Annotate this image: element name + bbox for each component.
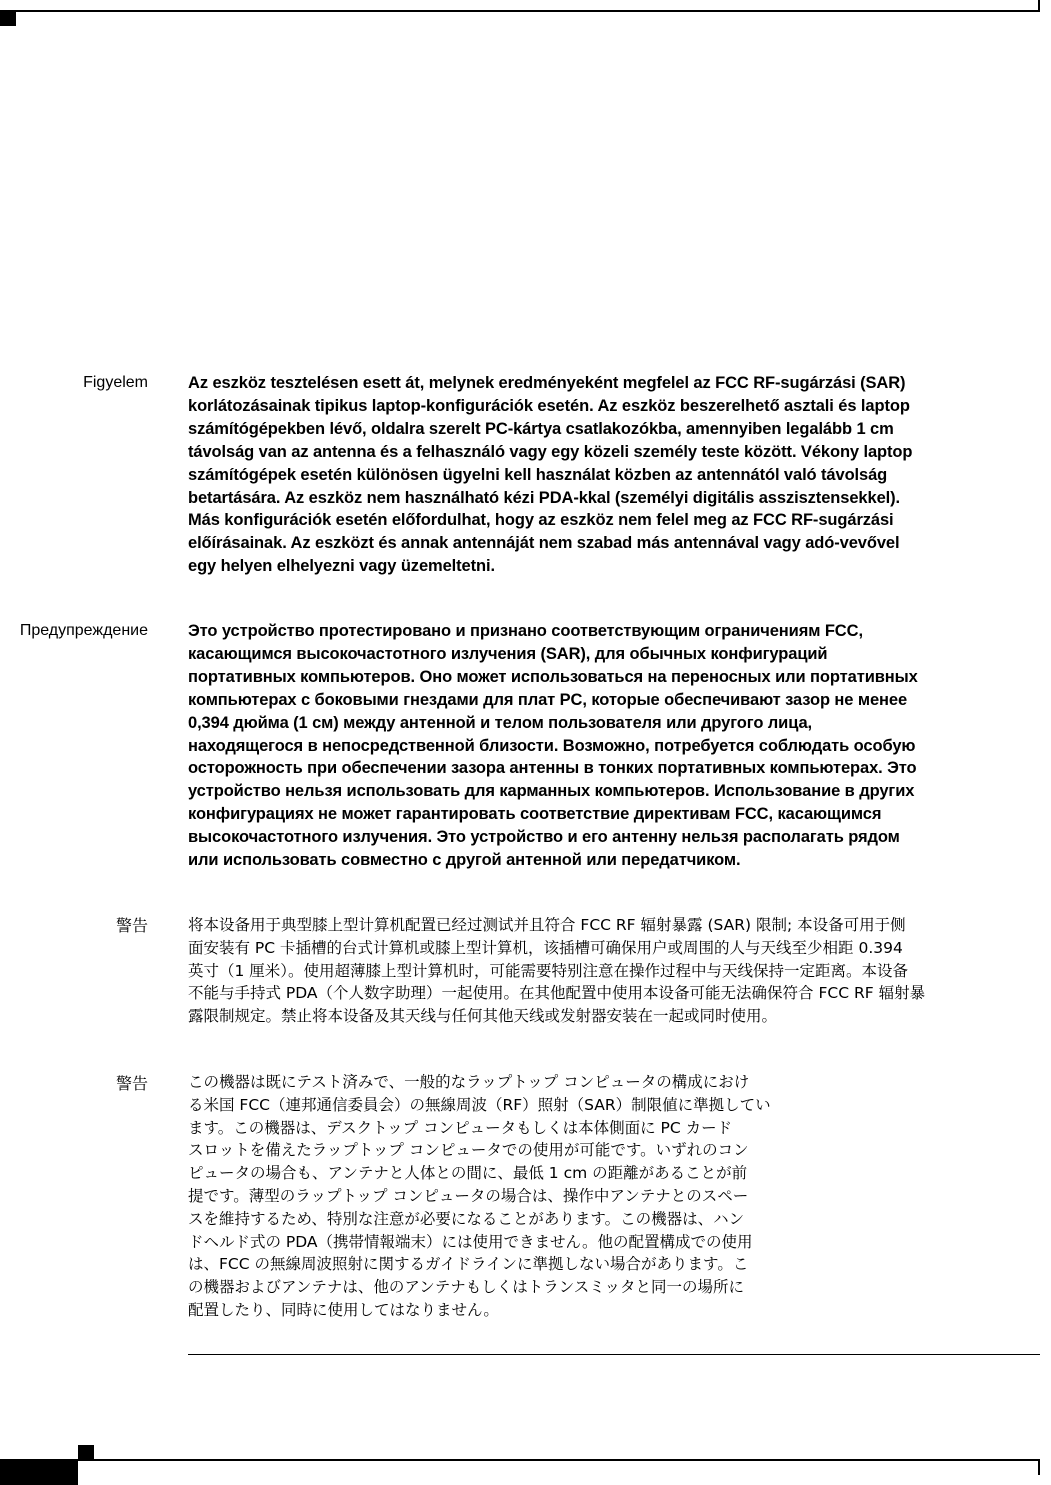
- header-rule-end-tick: [1038, 0, 1040, 12]
- warning-text-russian: Это устройство протестировано и признано соответствующим ограничениям FCC, касающимся высокочастотного излучения (SAR), для обычных конфигураций портативных компьютеров. Оно может использоваться на переносных или портативных компьютерах с боковыми гнездами для плат PC, которые обеспечивают зазор не менее 0,394 дюйма (1 см) между антенной и телом пользователя или другого лица, находящегося в непосредственной близости. Возможно, потребуется соблюдать особую осторожность при обеспечении зазора антенны в тонких портативных компьютерах. Это устройство нельзя использовать для карманных компьютеров. Использование в других конфигурациях не может гарантировать соответствие директивам FCC, касающимся высокочастотного излучения. Это устройство и его антенну нельзя располагать рядом или использовать совместно с другой антенной или передатчиком.: [188, 622, 918, 870]
- warning-text-japanese: この機器は既にテスト済みで、一般的なラップトップ コンピュータの構成におけ る米国 FCC（連邦通信委員会）の無線周波（RF）照射（SAR）制限値に準拠してい ます。この機器は、デスクトップ コンピュータもしくは本体側面に PC カード スロットを備えたラップトップ コンピュータでの使用が可能です。いずれのコン ピュータの場合も、アンテナと人体との間に、最低 1 cm の距離があることが前 提です。薄型のラップトップ コンピュータの場合は、操作中アンテナとのスペー スを維持するため、特別な注意が必要になることがあります。この機器は、ハン ドヘルド式の PDA（携帯情報端末）には使用できません。他の配置構成での使用 は、FCC の無線周波照射に関するガイドラインに準拠しない場合があります。こ の機器およびアンテナは、他のアンテナもしくはトランスミッタと同一の場所に 配置したり、同時に使用してはなりません。: [188, 1073, 771, 1319]
- warning-label-russian: Предупреждение: [19, 622, 148, 639]
- footer-page-tab: [0, 1461, 78, 1485]
- warning-label-japanese: 警告: [115, 1074, 148, 1093]
- header-corner-marker: [0, 12, 16, 26]
- section-end-divider: [188, 1354, 1040, 1355]
- warning-label-chinese: 警告: [115, 916, 148, 935]
- footer-marker: [78, 1445, 94, 1459]
- warning-label-hungarian: Figyelem: [83, 374, 148, 391]
- footer-rule: [0, 1459, 1040, 1461]
- header-rule: [0, 10, 1040, 12]
- warning-text-chinese: 将本设备用于典型膝上型计算机配置已经过测试并且符合 FCC RF 辐射暴露 (SAR) 限制; 本设备可用于侧 面安装有 PC 卡插槽的台式计算机或膝上型计算机，该插槽可确保用户或周围的人与天线至少相距 0.394 英寸（1 厘米）。使用超薄膝上型计算机时，可能需要特别注意在操作过程中与天线保持一定距离。本设备 不能与手持式 PDA（个人数字助理）一起使用。在其他配置中使用本设备可能无法确保符合 FCC RF 辐射暴 露限制规定。禁止将本设备及其天线与任何其他天线或发射器安装在一起或同时使用。: [188, 916, 926, 1026]
- warning-text-hungarian: Az eszköz tesztelésen esett át, melynek eredményeként megfelel az FCC RF-sugárzási (SAR) korlátozásainak tipikus laptop-konfigurációk esetén. Az eszköz beszerelhető asztali és laptop számítógépekben lévő, oldalra szerelt PC-kártya csatlakozókba, amennyiben legalább 1 cm távolság van az antenna és a felhasználó vagy egy közeli személy teste között. Vékony laptop számítógépek esetén különösen ügyelni kell használat közben az antennától való távolság betartására. Az eszköz nem használható kézi PDA-kkal (személyi digitális asszisztensekkel). Más konfigurációk esetén előfordulhat, hogy az eszköz nem felel meg az FCC RF-sugárzási előírásainak. Az eszközt és annak antennáját nem szabad más antennával vagy adó-vevővel egy helyen elhelyezni vagy üzemeltetni.: [188, 374, 913, 576]
- footer-rule-end-tick: [1038, 1461, 1040, 1475]
